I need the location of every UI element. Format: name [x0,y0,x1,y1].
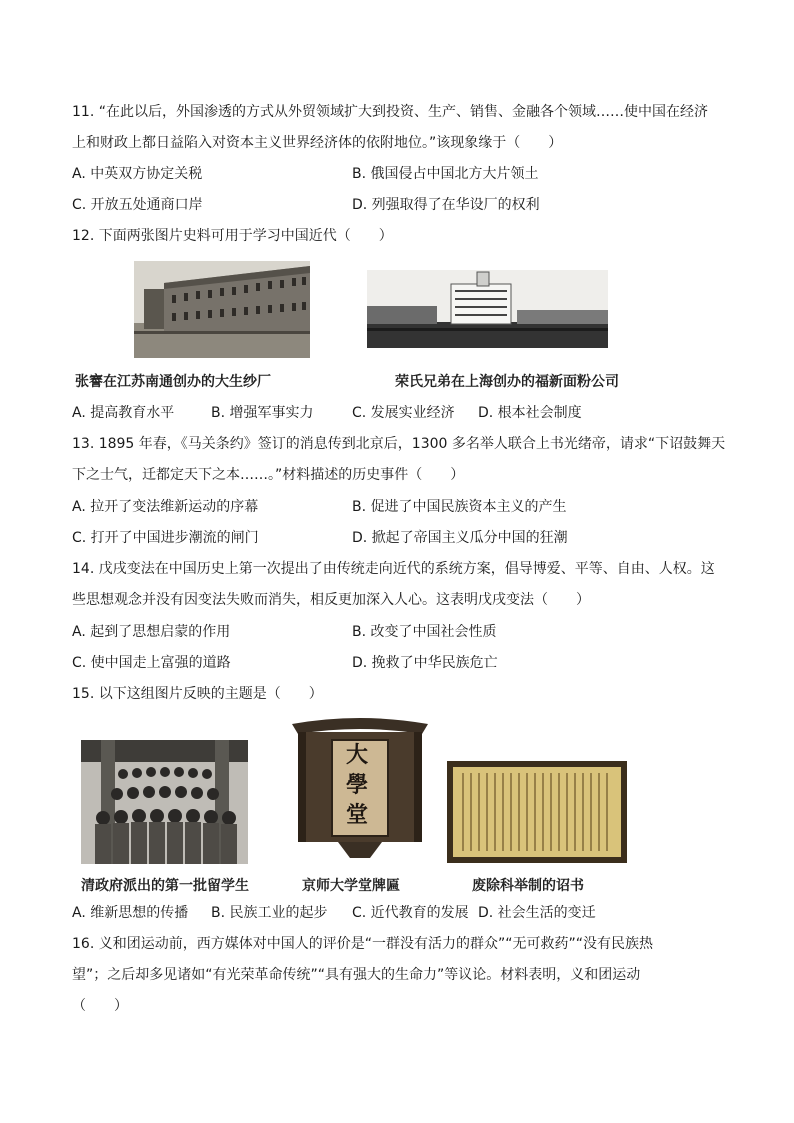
q16-stem-line-3: （ ） [72,998,128,1014]
q14-stem-line-1: 14. 戊戌变法在中国历史上第一次提出了由传统走向近代的系统方案，倡导博爱、平等、自由、人权。这 [72,561,715,577]
q14-option-d: D. 挽救了中华民族危亡 [352,655,498,671]
q15-option-b: B. 民族工业的起步 [211,905,328,921]
q16-stem-line-2: 望”；之后却多见诸如“有光荣革命传统”“具有强大的生命力”等议论。材料表明，义和团运动 [72,967,641,983]
q13-stem-line-1: 13. 1895 年春，《马关条约》签订的消息传到北京后，1300 多名举人联合上书光绪帝，请求“下诏鼓舞天 [72,436,726,452]
plaque-char-3: 堂 [346,802,369,828]
q14-option-c: C. 使中国走上富强的道路 [72,655,231,671]
q15-caption-edict: 废除科举制的诏书 [472,878,584,894]
dasheng-cotton-mill-photo [134,261,310,358]
q14-option-a: A. 起到了思想启蒙的作用 [72,624,231,640]
q12-option-b: B. 增强军事实力 [211,405,314,421]
q11-option-d: D. 列强取得了在华设厂的权利 [352,197,540,213]
q13-option-a: A. 拉开了变法维新运动的序幕 [72,499,259,515]
abolish-imperial-exam-edict-photo [447,761,627,863]
first-overseas-students-photo [81,740,248,864]
q16-stem-line-1: 16. 义和团运动前，西方媒体对中国人的评价是“一群没有活力的群众”“无可救药”“没有民族热 [72,936,653,952]
q14-stem-line-2: 些思想观念并没有因变法失败而消失，相反更加深入人心。这表明戊戌变法（ ） [72,592,590,608]
q13-option-b: B. 促进了中国民族资本主义的产生 [352,499,567,515]
q13-stem-line-2: 下之士气，迁都定天下之本……。”材料描述的历史事件（ ） [72,467,465,483]
q12-stem-line-1: 12. 下面两张图片史料可用于学习中国近代（ ） [72,228,393,244]
q11-stem-line-1: 11. “在此以后，外国渗透的方式从外贸领域扩大到投资、生产、销售、金融各个领域……使中国在经济 [72,104,708,120]
q14-option-b: B. 改变了中国社会性质 [352,624,497,640]
q15-caption-plaque: 京师大学堂牌匾 [302,878,400,894]
q12-option-d: D. 根本社会制度 [478,405,582,421]
q13-option-d: D. 掀起了帝国主义瓜分中国的狂潮 [352,530,568,546]
q15-option-c: C. 近代教育的发展 [352,905,469,921]
fuxin-flour-company-photo [367,270,608,348]
q11-option-a: A. 中英双方协定关税 [72,166,203,182]
q15-stem-line-1: 15. 以下这组图片反映的主题是（ ） [72,686,323,702]
q12-caption-fuxin: 荣氏兄弟在上海创办的福新面粉公司 [395,374,619,390]
q11-stem-line-2: 上和财政上都日益陷入对资本主义世界经济体的依附地位。”该现象缘于（ ） [72,135,563,151]
q15-option-a: A. 维新思想的传播 [72,905,189,921]
q13-option-c: C. 打开了中国进步潮流的闸门 [72,530,259,546]
plaque-char-1: 大 [346,742,369,768]
plaque-char-2: 學 [346,772,369,798]
q11-option-b: B. 俄国侵占中国北方大片领土 [352,166,539,182]
q12-option-a: A. 提高教育水平 [72,405,175,421]
q15-caption-students: 清政府派出的第一批留学生 [81,878,249,894]
q12-option-c: C. 发展实业经济 [352,405,455,421]
q15-option-d: D. 社会生活的变迁 [478,905,596,921]
q11-option-c: C. 开放五处通商口岸 [72,197,203,213]
q12-caption-dasheng: 张謇在江苏南通创办的大生纱厂 [75,374,271,390]
